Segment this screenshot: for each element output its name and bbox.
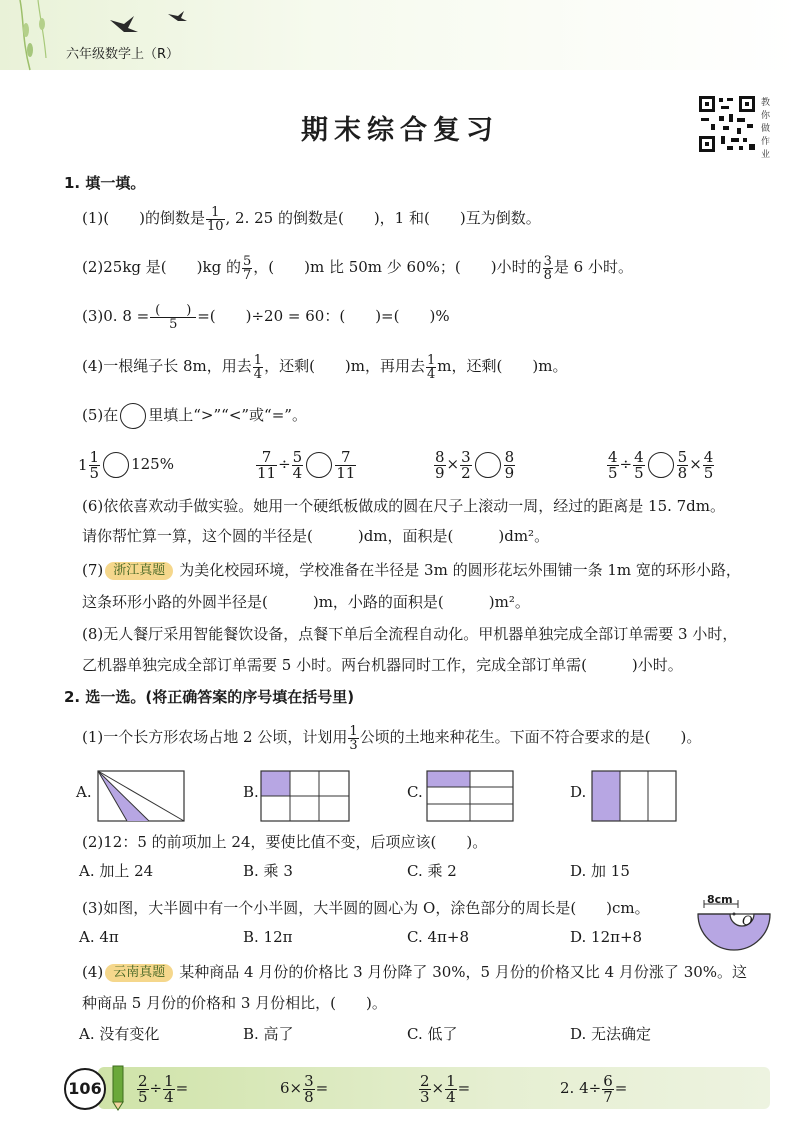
compare-4: $\frac{4}{5}$ ÷ $\frac{4}{5}$ $\frac{5}{8}$ × $\frac{4}{5}$ xyxy=(608,447,714,482)
s1-q1: (1)( )的倒数是 $\frac{1}{10}$ , 2. 25 的倒数是( )，1 和( )互为倒数。 xyxy=(82,204,541,234)
s2-q3-option-c[interactable]: C. 4π+8 xyxy=(407,928,469,946)
s1-q8-line1: (8)无人餐厅采用智能餐饮设备，点餐下单后全流程自动化。甲机器单独完成全部订单需要 3 小时， xyxy=(82,625,738,643)
s2-q2-option-d[interactable]: D. 加 15 xyxy=(570,862,630,880)
s2-q4-option-d[interactable]: D. 无法确定 xyxy=(570,1025,652,1043)
s1-q7-line2: 这条环形小路的外圆半径是( )m，小路的面积是( )m²。 xyxy=(82,593,530,611)
book-label: 六年级数学上（R） xyxy=(66,47,180,62)
s2-q3-text: (3)如图，大半圆中有一个小半圆，大半圆的圆心为 O，涂色部分的周长是( )cm。 xyxy=(82,899,650,917)
compare-1: 1 $\frac{1}{5}$ 125% xyxy=(78,447,174,482)
compare-circle-2[interactable] xyxy=(306,452,332,478)
answer-circle[interactable] xyxy=(120,403,146,429)
section-1-heading: 1. 填一填。 xyxy=(64,174,146,192)
figure-b-grid-shading[interactable] xyxy=(260,770,350,822)
swallow-icon xyxy=(110,16,138,32)
s2-q4-line2: 种商品 5 月份的价格和 3 月份相比，( )。 xyxy=(82,994,387,1012)
pencil-icon xyxy=(110,1064,126,1112)
s2-q3-option-b[interactable]: B. 12π xyxy=(243,928,293,946)
figure-d-column-shading[interactable] xyxy=(591,770,677,822)
s2-q4-option-c[interactable]: C. 低了 xyxy=(407,1025,458,1043)
compare-circle-1[interactable] xyxy=(103,452,129,478)
zhejiang-tag: 浙江真题 xyxy=(105,562,173,580)
compare-circle-3[interactable] xyxy=(475,452,501,478)
s2-q1: (1)一个长方形农场占地 2 公顷，计划用 $\frac{1}{3}$ 公顷的土地来种花生。下面不符合要求的是( )。 xyxy=(82,723,702,753)
s2-q4-line1: (4) 云南真题 某种商品 4 月份的价格比 3 月份降了 30%，5 月份的价格又比 4 月份涨了 30%。这 xyxy=(82,963,748,981)
s1-q6-line2: 请你帮忙算一算，这个圆的半径是( )dm，面积是( )dm²。 xyxy=(82,527,550,545)
s2-q1-option-a-label: A. xyxy=(76,783,92,801)
yunnan-tag: 云南真题 xyxy=(105,964,173,982)
section-2-heading: 2. 选一选。(将正确答案的序号填在括号里) xyxy=(64,688,355,706)
figure-a-diagonal-shading[interactable] xyxy=(97,770,185,822)
semicircle-figure xyxy=(692,892,780,958)
qr-label: 教你做作业 xyxy=(761,98,771,160)
s1-q5: (5)在 里填上“>”“<”或“=”。 xyxy=(82,400,307,430)
s2-q3-option-d[interactable]: D. 12π+8 xyxy=(570,928,643,946)
page-number: 106 xyxy=(64,1068,106,1110)
s2-q2-option-b[interactable]: B. 乘 3 xyxy=(243,862,293,880)
s1-q2: (2)25kg 是( )kg 的 $\frac{5}{7}$ ，( )m 比 50m 少 60%；( )小时的 $\frac{3}{8}$ 是 6 小时。 xyxy=(82,253,633,283)
s1-q6-line1: (6)依依喜欢动手做实验。她用一个硬纸板做成的圆在尺子上滚动一周，经过的距离是 15. 7dm。 xyxy=(82,497,726,515)
s2-q2-option-c[interactable]: C. 乘 2 xyxy=(407,862,457,880)
s2-q1-option-d-label: D. xyxy=(570,783,587,801)
figure-length-label: 8cm xyxy=(707,893,733,906)
s2-q3-option-a[interactable]: A. 4π xyxy=(79,928,119,946)
practice-expr-3: $\frac{2}{3}$ × $\frac{1}{4}$ = xyxy=(420,1071,471,1106)
figure-center-label: O xyxy=(742,914,753,929)
s1-q8-line2: 乙机器单独完成全部订单需要 5 小时。两台机器同时工作，完成全部订单需( )小时。 xyxy=(82,656,683,674)
s2-q2-option-a[interactable]: A. 加上 24 xyxy=(79,862,154,880)
practice-expr-2: 6× $\frac{3}{8}$ = xyxy=(280,1071,329,1106)
willow-decoration-icon xyxy=(0,0,220,80)
s2-q4-option-b[interactable]: B. 高了 xyxy=(243,1025,294,1043)
practice-expr-4: 2. 4÷ $\frac{6}{7}$ = xyxy=(560,1071,628,1106)
s1-q7-line1: (7) 浙江真题 为美化校园环境，学校准备在半径是 3m 的圆形花坛外围铺一条 1m 宽的环形小路， xyxy=(82,561,741,579)
figure-c-row-shading[interactable] xyxy=(426,770,514,822)
practice-expr-1: $\frac{2}{5}$ ÷ $\frac{1}{4}$ = xyxy=(138,1071,189,1106)
compare-3: $\frac{8}{9}$ × $\frac{3}{2}$ $\frac{8}{9}$ xyxy=(435,447,515,482)
s2-q4-option-a[interactable]: A. 没有变化 xyxy=(79,1025,160,1043)
s2-q1-option-c-label: C. xyxy=(407,783,423,801)
s2-q2-text: (2)12：5 的前项加上 24，要使比值不变，后项应该( )。 xyxy=(82,833,488,851)
compare-circle-4[interactable] xyxy=(648,452,674,478)
s1-q3: (3)0. 8 = $\frac{( )}{5}$ =( )÷20 = 60：( )=( )% xyxy=(82,302,450,332)
page-title: 期末综合复习 xyxy=(301,115,499,146)
compare-2: $\frac{7}{11}$ ÷ $\frac{5}{4}$ $\frac{7}{11}$ xyxy=(257,447,356,482)
s2-q1-option-b-label: B. xyxy=(243,783,259,801)
qr-code-icon[interactable] xyxy=(697,94,757,154)
s1-q4: (4)一根绳子长 8m，用去 $\frac{1}{4}$ ，还剩( )m，再用去 $\frac{1}{4}$ m，还剩( )m。 xyxy=(82,352,568,382)
